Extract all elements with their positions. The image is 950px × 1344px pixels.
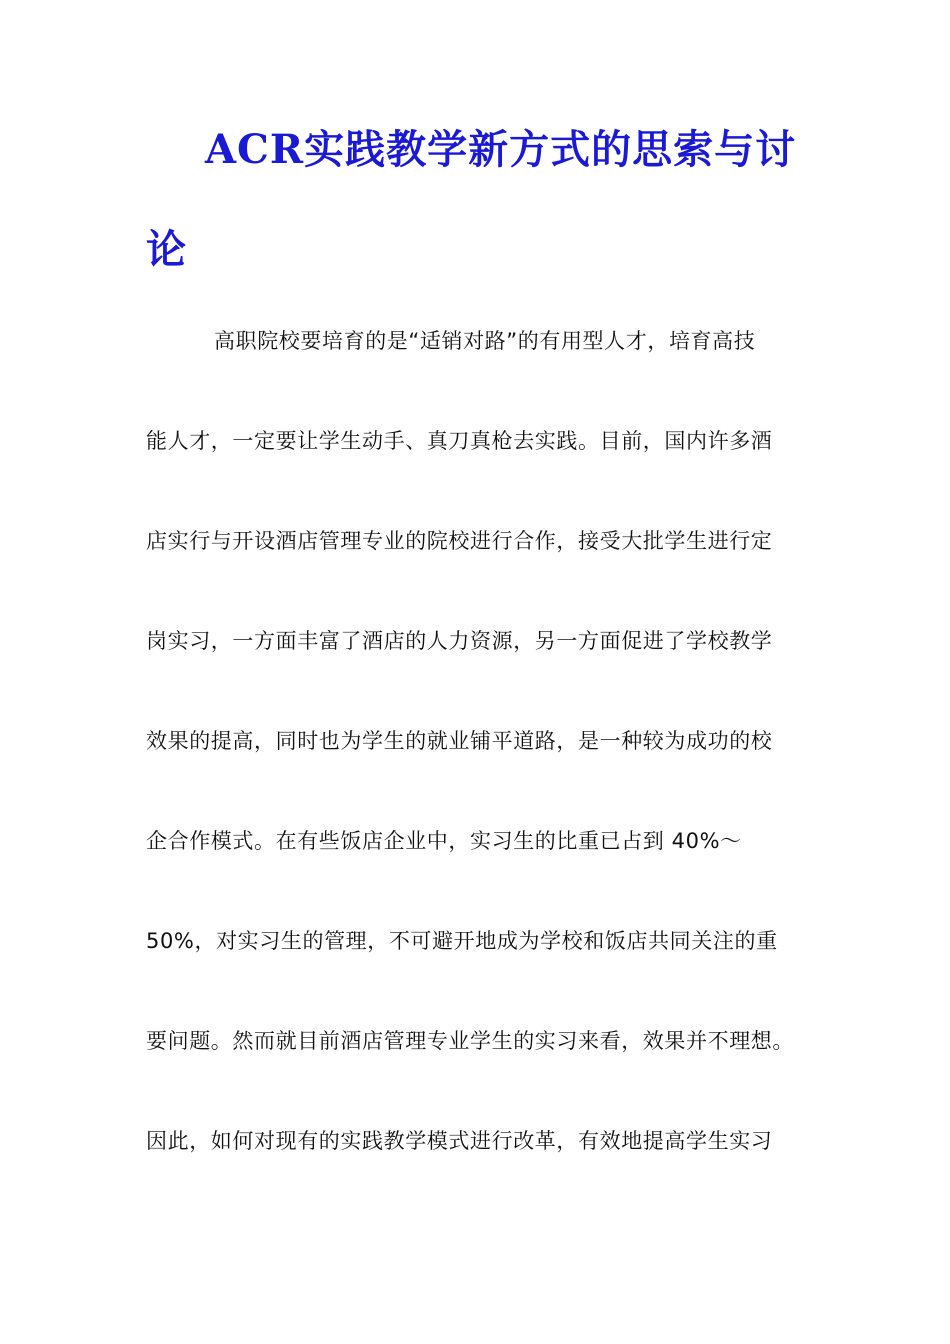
paragraph-line-6: 企合作模式。在有些饭店企业中，实习生的比重已占到 40%～ [146, 829, 742, 853]
paragraph-line-9: 因此，如何对现有的实践教学模式进行改革，有效地提高学生实习 [146, 1129, 773, 1153]
paragraph-line-2: 能人才，一定要让学生动手、真刀真枪去实践。目前，国内许多酒 [146, 429, 773, 453]
paragraph-line-8: 要问题。然而就目前酒店管理专业学生的实习来看，效果并不理想。 [146, 1029, 794, 1053]
paragraph-line-3: 店实行与开设酒店管理专业的院校进行合作，接受大批学生进行定 [146, 529, 773, 553]
paragraph-line-5: 效果的提高，同时也为学生的就业铺平道路，是一种较为成功的校 [146, 729, 773, 753]
paragraph-line-7: 50%，对实习生的管理，不可避开地成为学校和饭店共同关注的重 [146, 929, 778, 953]
paragraph-line-1: 高职院校要培育的是“适销对路”的有用型人才，培育高技 [214, 329, 756, 353]
paragraph-line-4: 岗实习，一方面丰富了酒店的人力资源，另一方面促进了学校教学 [146, 629, 773, 653]
document-title-line-2: 论 [146, 226, 186, 273]
document-title-line-1: ACR实践教学新方式的思索与讨 [205, 126, 797, 173]
